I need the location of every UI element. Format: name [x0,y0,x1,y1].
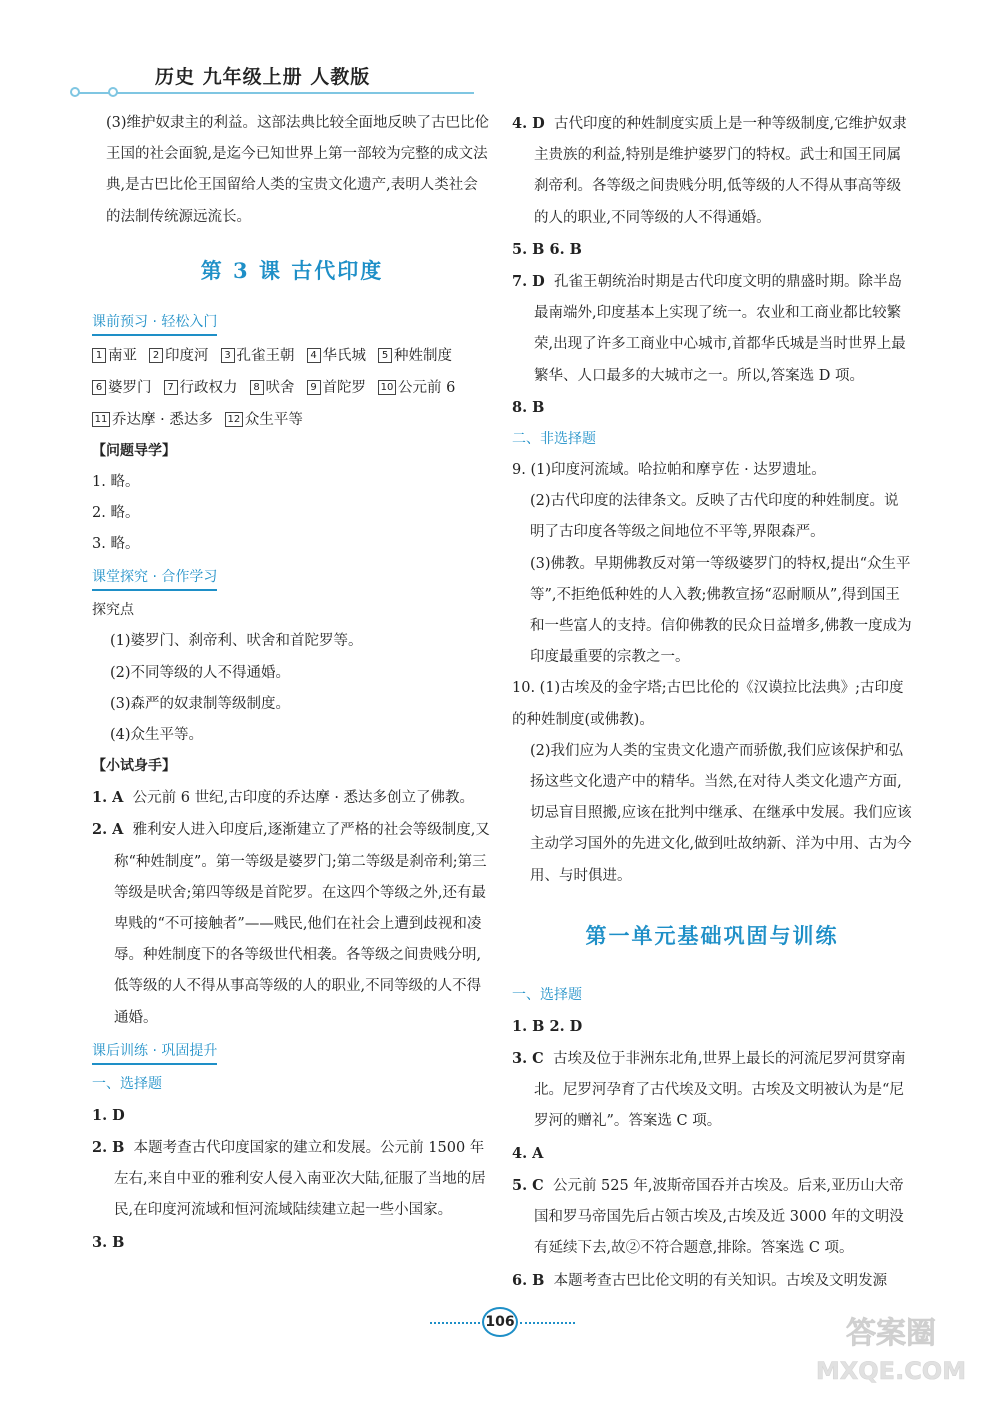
answer-9-2: (2)古代印度的法律条文。反映了古代印度的种姓制度。说明了古印度各等级之间地位不平等,界限森严。 [530,493,899,541]
right-column [512,108,912,1297]
try-heading: 【小试身手】 [92,758,176,775]
q-answer-3: 3. 略。 [92,536,140,553]
fill-item: 1 南亚 [92,340,137,372]
unit-answer-4: 4. A [512,1144,544,1162]
section-preview: 课前预习 · 轻松入门 [92,311,217,336]
answer-9-3: (3)佛教。早期佛教反对第一等级婆罗门的特权,提出“众生平等”,不拒绝低种姓的人入教;佛教宣扬“忍耐顺从”,得到国王和一些富人的支持。信仰佛教的民众日益增多,佛教一度成为印度最重要的宗教之一。 [530,555,912,666]
section-after-class: 课后训练 · 巩固提升 [92,1040,217,1065]
q-answer-1: 1. 略。 [92,473,140,490]
unit-answer-6: 6. B 本题考查古巴比伦文明的有关知识。古埃及文明发源 [512,1271,888,1289]
fill-item: 12 众生平等 [225,404,303,436]
watermark-logo [796,1307,986,1387]
choice-2: 2. B 本题考查古代印度国家的建立和发展。公元前 1500 年左右,来自中亚的雅利安人侵入南亚次大陆,征服了当地的居民,在印度河流域和恒河流域陆续建立起一些小国家。 [92,1139,486,1219]
try-answer-1: 1. A 公元前 6 世纪,古印度的乔达摩 · 悉达多创立了佛教。 [92,789,475,807]
fill-item: 5 种姓制度 [378,340,452,372]
answer-10-1: 10. (1)古埃及的金字塔;古巴比伦的《汉谟拉比法典》;古印度的种姓制度(或佛教)。 [512,680,904,728]
explore-2: (2)不同等级的人不得通婚。 [110,664,291,681]
question-guide-heading: 【问题导学】 [92,442,176,459]
choice-heading-left: 一、选择题 [92,1075,162,1092]
explore-1: (1)婆罗门、刹帝利、吠舍和首陀罗等。 [110,633,363,650]
intro-paragraph: (3)维护奴隶主的利益。这部法典比较全面地反映了古巴比伦王国的社会面貌,是迄今已知世界上第一部较为完整的成文法典,是古巴比伦王国留给人类的宝贵文化遗产,表明人类社会的法制传统源远流长。 [106,115,490,225]
page-number: 106 [482,1307,518,1337]
answer-9-1: 9. (1)印度河流域。哈拉帕和摩亨佐 · 达罗遗址。 [512,462,826,479]
page-number-dots-left [430,1322,480,1324]
fill-row-2 [92,372,492,404]
fill-item: 7 行政权力 [164,372,238,404]
answer-10-2: (2)我们应为人类的宝贵文化遗产而骄傲,我们应该保护和弘扬这些文化遗产中的精华。当然,在对待人类文化遗产方面,切忌盲目照搬,应该在批判中继承、在继承中发展。我们应该主动学习国外的先进文化,做到吐故纳新、洋为中用、古为今用、与时俱进。 [530,742,912,884]
answer-7: 7. D 孔雀王朝统治时期是古代印度文明的鼎盛时期。除半岛最南端外,印度基本上实现了统一。农业和工商业都比较繁荣,出现了许多工商业中心城市,首都华氏城是当时世界上最繁华、人口最多的大城市之一。所以,答案选 D 项。 [512,273,906,384]
book-title: 历史 九年级上册 人教版 [155,66,371,88]
fill-item: 3 孔雀王朝 [221,340,295,372]
fill-item: 8 吠舍 [250,372,295,404]
header-rule [74,92,474,94]
page-number-block [430,1307,580,1337]
fill-item: 4 华氏城 [307,340,367,372]
fill-row-1 [92,340,492,372]
q-answer-2: 2. 略。 [92,505,140,522]
unit-answer-1-2: 1. B 2. D [512,1017,583,1035]
answer-8: 8. B [512,398,545,416]
fill-item: 10 公元前 6 [378,372,455,404]
unit-title: 第一单元基础巩固与训练 [585,922,839,948]
answer-4: 4. D 古代印度的种姓制度实质上是一种等级制度,它维护奴隶主贵族的利益,特别是维护婆罗门的特权。武士和国王同属刹帝利。各等级之间贵贱分明,低等级的人不得从事高等级的人的职业,不同等级的人不得通婚。 [512,115,907,226]
explore-3: (3)森严的奴隶制等级制度。 [110,695,291,712]
fill-item: 2 印度河 [149,340,209,372]
fill-row-3 [92,404,492,436]
fill-item: 9 首陀罗 [307,372,367,404]
svg-text:答案圈: 答案圈 [846,1316,936,1351]
lesson-title: 第 3 课 古代印度 [200,257,384,283]
answer-5-6: 5. B 6. B [512,240,582,258]
choice-1: 1. D [92,1106,125,1124]
choice-3: 3. B [92,1233,125,1251]
try-answer-2: 2. A 雅利安人进入印度后,逐渐建立了严格的社会等级制度,又称“种姓制度”。第一等级是婆罗门;第二等级是刹帝利;第三等级是吠舍;第四等级是首陀罗。在这四个等级之外,还有最卑贱的“不可接触者”——贱民,他们在社会上遭到歧视和凌辱。种姓制度下的各等级世代相袭。各等级之间贵贱分明,低等级的人不得从事高等级的人的职业,不同等级的人不得通婚。 [92,821,490,1026]
page-header [60,58,480,108]
unit-answer-3: 3. C 古埃及位于非洲东北角,世界上最长的河流尼罗河贯穿南北。尼罗河孕育了古代埃及文明。古埃及文明被认为是“尼罗河的赠礼”。答案选 C 项。 [512,1050,906,1130]
explore-heading: 探究点 [92,602,134,619]
section-classroom: 课堂探究 · 合作学习 [92,566,217,591]
header-dot-left [70,87,80,97]
choice-heading-right: 一、选择题 [512,986,582,1003]
nonchoice-heading: 二、非选择题 [512,431,596,448]
fill-item: 6 婆罗门 [92,372,152,404]
page-number-dots-right [520,1322,575,1324]
explore-4: (4)众生平等。 [110,727,204,744]
fill-item: 11 乔达摩 · 悉达多 [92,404,213,436]
header-dot-mid [108,87,118,97]
left-column [92,108,492,1259]
svg-text:MXQE.COM: MXQE.COM [815,1357,967,1385]
unit-answer-5: 5. C 公元前 525 年,波斯帝国吞并古埃及。后来,亚历山大帝国和罗马帝国先后占领古埃及,古埃及近 3000 年的文明没有延续下去,故②不符合题意,排除。答案选 C 项。 [512,1176,904,1257]
